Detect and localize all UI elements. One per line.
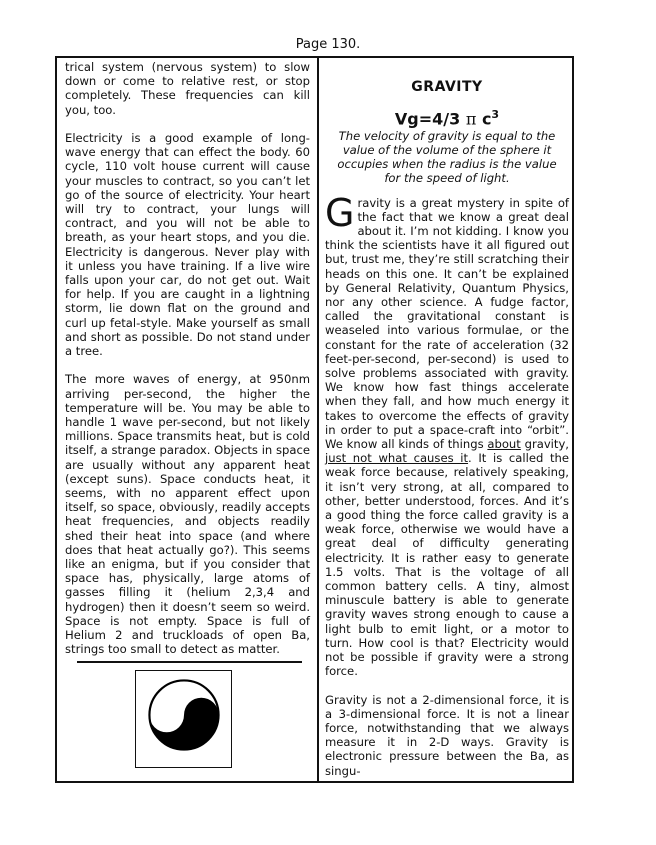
formula-pi: π: [465, 109, 477, 129]
formula-base: Vg=4/3: [394, 109, 461, 129]
column-divider: [317, 58, 319, 781]
underlined-text: just not what causes it: [325, 451, 469, 466]
paragraph: trical system (nervous system) to slow down or come to relative rest, or stop completely. These frequencies can kill you, too.: [65, 60, 310, 117]
section-title: GRAVITY: [411, 79, 483, 95]
text-run: . It is called the weak force because, relatively speaking, it isn’t very strong, at all, compared to other, better understood, forces. And it’s a good thing the force called gravity is a weak force, otherwise we would have a great deal of difficulty generating electricity. It is rather easy to generate 1.5 volts. That is the voltage of all common battery cells. A tiny, almost minuscule battery is able to generate gravity waves strong enough to cause a light bulb to emit light, or a motor to turn. How cool is that? Electricity would not be possible if gravity were a strong force.: [325, 451, 570, 679]
right-column: [325, 60, 569, 792]
formula-exponent: 3: [491, 108, 500, 122]
gravity-formula: [325, 108, 569, 127]
text-run: gravity,: [520, 437, 569, 451]
paragraph: Gravity is not a 2-dimensional force, it is a 3-dimensional force. It is not a linear force, notwithstanding that we always measure it in 2-D ways. Gravity is electronic pressure between the Ba, as singu-: [325, 692, 569, 778]
page-number: Page 130.: [295, 37, 361, 52]
drop-cap: G: [325, 190, 355, 235]
paragraph: Electricity is a good example of long-wave energy that can effect the body. 60 cycle, 110 volt house current will cause your muscles to contract, so you can’t let go of the source of electricity. Your heart will try to contract, your lungs will contract, and you will not be able to breath, as your heart stops, and you die. Electricity is dangerous. Never play with it unless you have training. If a live wire falls upon your car, do not get out. Wait for help. If you are caught in a lightning storm, lie down flat on the ground and curl up fetal-style. Make yourself as small and short as possible. Do not stand under a tree.: [65, 131, 310, 359]
horizontal-rule: [77, 661, 302, 663]
yin-yang-icon: [148, 679, 220, 751]
paragraph: The more waves of energy, at 950nm arriving per-second, the higher the temperature will be. You may be able to handle 1 wave per-second, but not likely millions. Space transmits heat, but is cold itself, a strange paradox. Objects in space are usually without any apparent heat (except suns). Space conducts heat, it seems, with no apparent effect upon itself, so space, obviously, readily accepts heat frequencies, and objects readily shed their heat into space (and where does that heat actually go?). This seems like an enigma, but if you consider that space has, physically, large atoms of gasses filling it (helium 2,3,4 and hydrogen) then it doesn’t seem so weird. Space is not empty. Space is full of Helium 2 and truckloads of open Ba, strings too small to detect as matter.: [65, 372, 310, 657]
formula-var: c: [481, 109, 492, 129]
formula-caption: The velocity of gravity is equal to the value of the volume of the sphere it occupies when the radius is the value for the speed of light.: [337, 128, 557, 186]
text-run: ravity is a great mystery in spite of the fact that we know a great deal about it. I’m not kidding. I know you think the scientists have it all figured out but, trust me, they’re still scratching their heads on this one. It can’t be explained by General Relativity, Quantum Physics, nor any other science. A fudge factor, called the gravitational constant is weaseled into various formulae, or the constant for the rate of acceleration (32 feet-per-second, per-second) is used to solve problems associated with gravity. We know how fast things accelerate when they fall, and how much energy it takes to overcome the effects of gravity in order to put a space-craft into “orbit”. We know all kinds of things: [325, 195, 569, 451]
yin-yang-image-box: [135, 670, 232, 768]
left-column: [65, 60, 310, 671]
paragraph: [325, 190, 570, 679]
page-frame: [55, 56, 574, 783]
underlined-text: about: [487, 437, 521, 451]
